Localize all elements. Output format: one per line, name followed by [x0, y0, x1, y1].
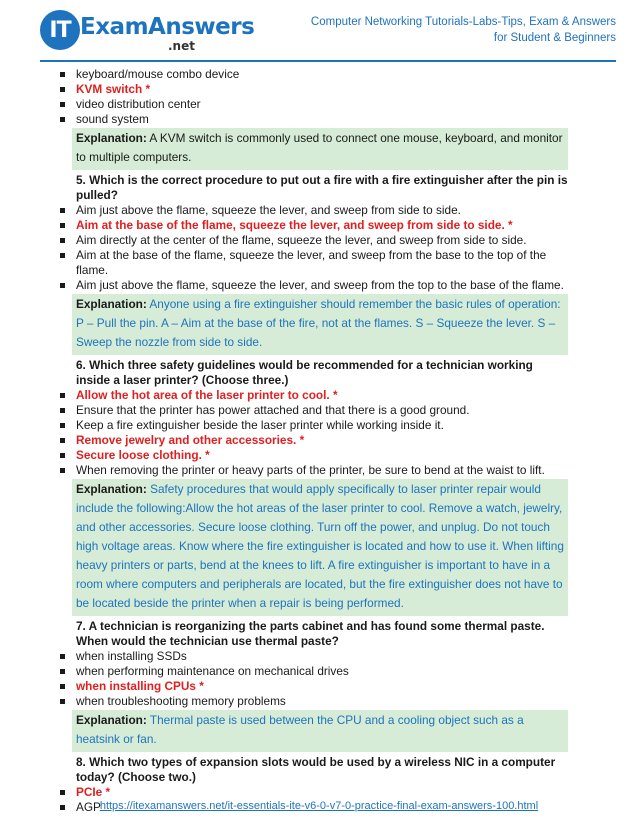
- bullet-icon: [60, 208, 65, 213]
- answer-option: [58, 278, 568, 293]
- answer-option: [58, 418, 568, 433]
- answer-option-text: when troubleshooting memory problems: [76, 694, 286, 708]
- bullet-icon: [60, 468, 65, 473]
- bullet-icon: [60, 453, 65, 458]
- answer-option-text: AGP: [76, 800, 101, 814]
- explanation-box: [72, 710, 568, 752]
- bullet-icon: [60, 684, 65, 689]
- answer-option-correct: [58, 785, 568, 800]
- explanation-label: Explanation:: [76, 297, 147, 311]
- document-body: [58, 67, 568, 815]
- answer-option-text: when performing maintenance on mechanical drives: [76, 664, 349, 678]
- bullet-icon: [60, 423, 65, 428]
- answer-option: [58, 97, 568, 112]
- answer-option: [58, 403, 568, 418]
- bullet-icon: [60, 790, 65, 795]
- answer-option-text: Remove jewelry and other accessories. *: [76, 433, 305, 447]
- answer-option: [58, 233, 568, 248]
- question-text: 6. Which three safety guidelines would be recommended for a technician working inside a laser printer? (Choose three.): [76, 358, 533, 387]
- explanation-label: Explanation:: [76, 482, 147, 496]
- source-url-link[interactable]: https://itexamanswers.net/it-essentials-ite-v6-0-v7-0-practice-final-exam-answers-100.html: [99, 800, 539, 812]
- answer-option-text: video distribution center: [76, 97, 201, 111]
- explanation-box: [72, 479, 568, 616]
- answer-option-text: sound system: [76, 112, 149, 126]
- answer-option-correct: [58, 218, 568, 233]
- explanation-text: Safety procedures that would apply specifically to laser printer repair would include the following:Allow the hot areas of the laser printer to cool. Remove a watch, jewelry, and other accessories. Secure loose clothing. Turn off the power, and unplug. Do not touch high voltage areas. Know where the fire extinguisher is located and how to use it. When lifting heavy printers or parts, bend at the knees to lift. A fire extinguisher is important to have in a room where computers and peripherals are located, but the fire extinguisher does not have to be located beside the printer when a repair is being performed.: [76, 482, 564, 610]
- bullet-icon: [60, 699, 65, 704]
- bullet-icon: [60, 438, 65, 443]
- answer-option: [58, 664, 568, 679]
- answer-option-correct: [58, 433, 568, 448]
- bullet-icon: [60, 87, 65, 92]
- answer-option: [58, 112, 568, 127]
- explanation-text: Thermal paste is used between the CPU and a cooling object such as a heatsink or fan.: [76, 713, 524, 746]
- answer-option: [58, 203, 568, 218]
- answer-option-correct: [58, 82, 568, 97]
- bullet-icon: [60, 117, 65, 122]
- bullet-icon: [60, 393, 65, 398]
- logo-domain: .net: [168, 39, 195, 53]
- explanation-text: A KVM switch is commonly used to connect one mouse, keyboard, and monitor to multiple computers.: [76, 131, 563, 164]
- answer-option-text: PCIe *: [76, 785, 111, 799]
- answer-option-correct: [58, 448, 568, 463]
- bullet-icon: [60, 72, 65, 77]
- answer-option-text: Allow the hot area of the laser printer to cool. *: [76, 388, 338, 402]
- explanation-text: Anyone using a fire extinguisher should remember the basic rules of operation: P – Pull the pin. A – Aim at the base of the fire, not at the flames. S – Squeeze the lever. S – Sweep the nozzle from side to side.: [76, 297, 561, 349]
- answer-option-text: when installing SSDs: [76, 649, 187, 663]
- answer-option-text: Secure loose clothing. *: [76, 448, 210, 462]
- answer-option-correct: [58, 679, 568, 694]
- answer-option-text: Aim at the base of the flame, squeeze the lever, and sweep from the base to the top of the flame.: [76, 248, 547, 277]
- bullet-icon: [60, 253, 65, 258]
- answer-option-text: Aim just above the flame, squeeze the lever, and sweep from the top to the base of the flame.: [76, 278, 564, 292]
- question-text: 7. A technician is reorganizing the parts cabinet and has found some thermal paste. When would the technician use thermal paste?: [76, 619, 545, 648]
- answer-option-correct: [58, 388, 568, 403]
- tagline-line-2: for Student & Beginners: [493, 32, 616, 44]
- answer-option-text: when installing CPUs *: [76, 679, 204, 693]
- answer-option-text: Aim directly at the center of the flame, squeeze the lever, and sweep from side to side.: [76, 233, 527, 247]
- answer-option-text: keyboard/mouse combo device: [76, 67, 240, 81]
- logo-name: ExamAnswers: [80, 14, 255, 40]
- answer-option-text: Aim just above the flame, squeeze the lever, and sweep from side to side.: [76, 203, 461, 217]
- answer-option: [58, 463, 568, 478]
- answer-option: [58, 67, 568, 82]
- explanation-box: [72, 128, 568, 170]
- bullet-icon: [60, 408, 65, 413]
- answer-option-text: When removing the printer or heavy parts of the printer, be sure to bend at the waist to lift.: [76, 463, 545, 477]
- explanation-label: Explanation:: [76, 131, 147, 145]
- explanation-box: [72, 294, 568, 355]
- site-tagline: [286, 14, 616, 46]
- logo-it-mark: IT: [40, 10, 80, 50]
- explanation-label: Explanation:: [76, 713, 147, 727]
- answer-option-text: Ensure that the printer has power attached and that there is a good ground.: [76, 403, 470, 417]
- tagline-line-1: Computer Networking Tutorials-Labs-Tips, Exam & Answers: [310, 16, 616, 28]
- answer-option: [58, 248, 568, 278]
- answer-option: [58, 694, 568, 709]
- page-header: [0, 0, 638, 62]
- answer-option-text: KVM switch *: [76, 82, 151, 96]
- site-logo[interactable]: [40, 6, 255, 58]
- question-text: 5. Which is the correct procedure to put out a fire with a fire extinguisher after the pin is pulled?: [76, 173, 568, 202]
- bullet-icon: [60, 283, 65, 288]
- bullet-icon: [60, 102, 65, 107]
- bullet-icon: [60, 654, 65, 659]
- answer-option: [58, 649, 568, 664]
- answer-option-text: Keep a fire extinguisher beside the laser printer while working inside it.: [76, 418, 444, 432]
- bullet-icon: [60, 238, 65, 243]
- question-text: 8. Which two types of expansion slots would be used by a wireless NIC in a computer today? (Choose two.): [76, 755, 556, 784]
- header-divider: [40, 60, 616, 62]
- bullet-icon: [60, 223, 65, 228]
- answer-option-text: Aim at the base of the flame, squeeze the lever, and sweep from side to side. *: [76, 218, 513, 232]
- bullet-icon: [60, 669, 65, 674]
